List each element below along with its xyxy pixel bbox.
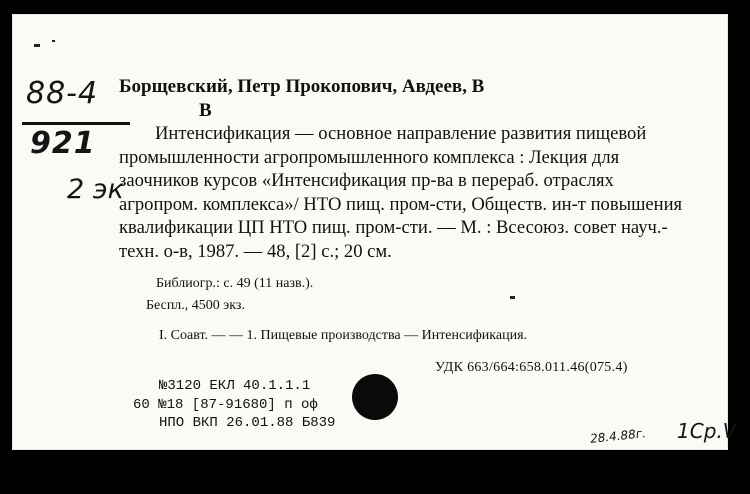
copies-note: 2 эк: [67, 174, 124, 205]
call-number-bottom: 921: [30, 126, 96, 161]
control-number-1: №3120 ЕКЛ 40.1.1.1: [159, 378, 311, 394]
ink-blot: [352, 374, 398, 420]
bibliography-note: Библиогр.: с. 49 (11 назв.).: [156, 276, 314, 291]
catalog-card: [12, 14, 737, 450]
author-heading: Борщевский, Петр Прокопович, Авдеев, В: [119, 76, 485, 97]
handwritten-initials: 1Ср.V: [677, 419, 737, 443]
dust-speck: [34, 44, 40, 47]
dust-speck: [52, 40, 55, 42]
udc-classification: УДК 663/664:658.011.46(075.4): [435, 360, 628, 375]
author-heading-continued: В: [199, 100, 212, 121]
price-run-note: Беспл., 4500 экз.: [146, 298, 245, 313]
dust-speck: [510, 296, 515, 299]
control-number-2: 60 №18 [87-91680] п оф: [133, 397, 318, 413]
bibliographic-description: Интенсификация — основное направление развития пищевой промышленности агропромышленного комплекса : Лекция для заочников курсов «Интенсификация пр-ва в перераб. отраслях агропром. комплекса»/ НТО пищ. пром-сти, Обществ. ин-т повышения квалификации ЦП НТО пищ. пром-сти. — М. : Всесоюз. совет науч.-техн. о-в, 1987. — 48, [2] с.; 20 см.: [119, 123, 683, 262]
control-number-3: НПО ВКП 26.01.88 Б839: [159, 415, 336, 431]
tracings: I. Соавт. — — 1. Пищевые производства — Интенсификация.: [159, 328, 528, 343]
call-number-divider: [22, 122, 130, 125]
call-number-top: 88-4: [26, 76, 99, 111]
handwritten-date: 28.4.88г.: [589, 426, 647, 446]
